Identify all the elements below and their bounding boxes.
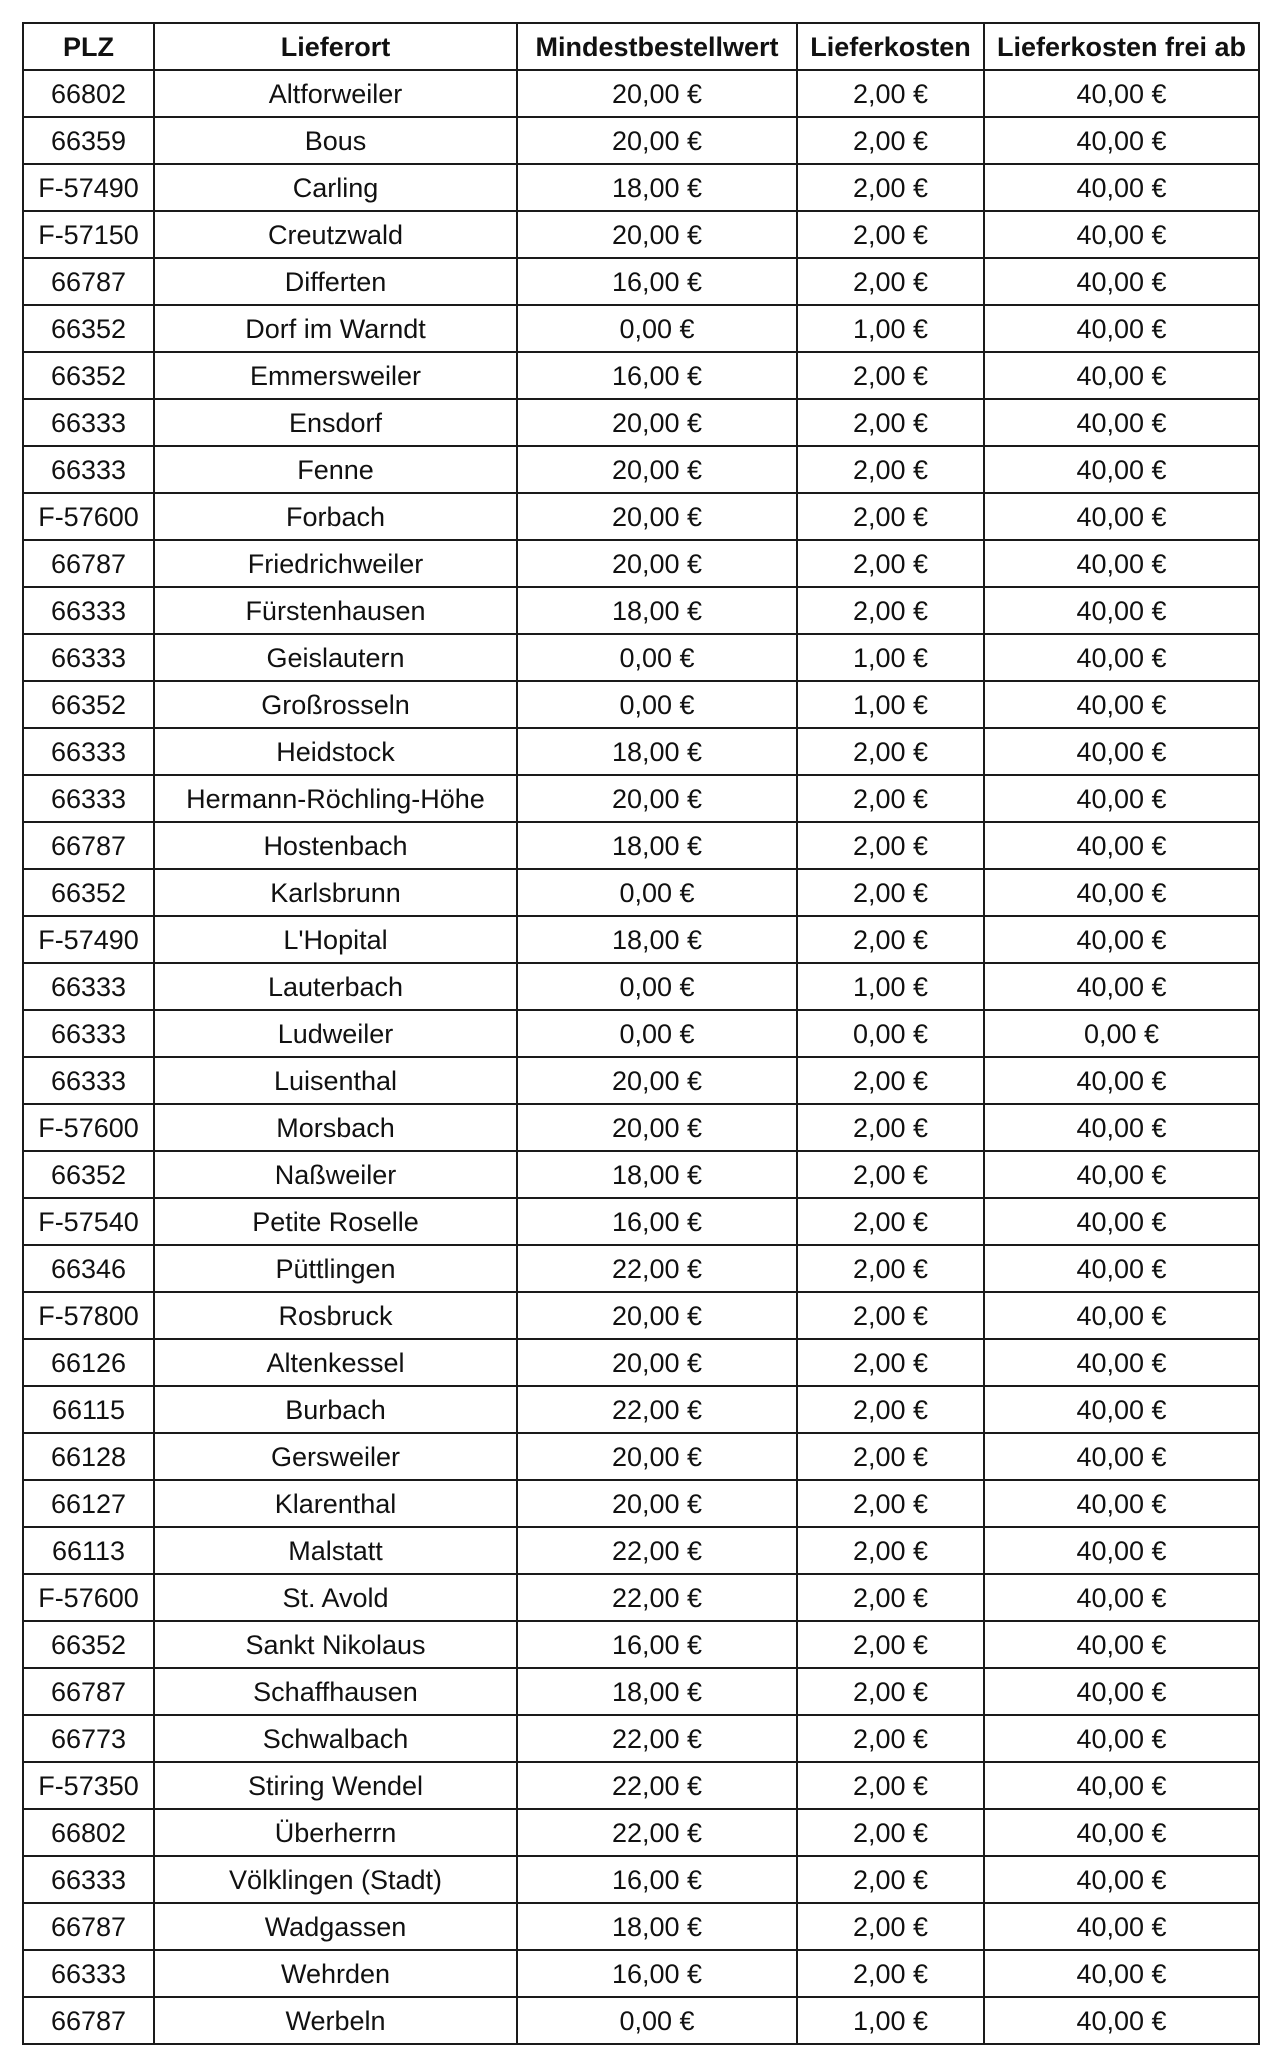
cell-lieferkosten-frei-ab: 40,00 €: [984, 681, 1259, 728]
table-row: [23, 1292, 1259, 1339]
table-row: [23, 587, 1259, 634]
cell-mindestbestellwert: 18,00 €: [517, 587, 797, 634]
cell-lieferort: Burbach: [154, 1386, 517, 1433]
cell-mindestbestellwert: 20,00 €: [517, 540, 797, 587]
cell-lieferort: Schwalbach: [154, 1715, 517, 1762]
cell-lieferort: Gersweiler: [154, 1433, 517, 1480]
cell-mindestbestellwert: 22,00 €: [517, 1809, 797, 1856]
cell-plz: 66787: [23, 1668, 154, 1715]
cell-lieferkosten-frei-ab: 0,00 €: [984, 1010, 1259, 1057]
cell-lieferkosten-frei-ab: 40,00 €: [984, 1762, 1259, 1809]
cell-plz: 66333: [23, 963, 154, 1010]
cell-mindestbestellwert: 20,00 €: [517, 211, 797, 258]
delivery-sheet: [22, 22, 1258, 2045]
cell-plz: 66333: [23, 728, 154, 775]
cell-lieferkosten: 2,00 €: [797, 211, 984, 258]
cell-lieferkosten-frei-ab: 40,00 €: [984, 70, 1259, 117]
table-row: [23, 1950, 1259, 1997]
cell-lieferkosten-frei-ab: 40,00 €: [984, 305, 1259, 352]
table-row: [23, 399, 1259, 446]
cell-plz: 66787: [23, 258, 154, 305]
cell-plz: F-57350: [23, 1762, 154, 1809]
cell-lieferort: Heidstock: [154, 728, 517, 775]
cell-plz: 66333: [23, 1057, 154, 1104]
cell-lieferkosten-frei-ab: 40,00 €: [984, 1480, 1259, 1527]
cell-mindestbestellwert: 0,00 €: [517, 681, 797, 728]
cell-lieferort: Fenne: [154, 446, 517, 493]
cell-lieferort: Fürstenhausen: [154, 587, 517, 634]
cell-lieferkosten-frei-ab: 40,00 €: [984, 728, 1259, 775]
table-row: [23, 352, 1259, 399]
column-header-lieferkosten-frei-ab: Lieferkosten frei ab: [984, 23, 1259, 70]
cell-mindestbestellwert: 20,00 €: [517, 493, 797, 540]
cell-mindestbestellwert: 20,00 €: [517, 1057, 797, 1104]
cell-lieferkosten: 2,00 €: [797, 446, 984, 493]
cell-lieferort: Altforweiler: [154, 70, 517, 117]
cell-plz: 66113: [23, 1527, 154, 1574]
cell-lieferkosten-frei-ab: 40,00 €: [984, 352, 1259, 399]
cell-lieferkosten-frei-ab: 40,00 €: [984, 1997, 1259, 2044]
cell-plz: 66787: [23, 1997, 154, 2044]
cell-plz: 66773: [23, 1715, 154, 1762]
table-row: [23, 1621, 1259, 1668]
cell-plz: 66333: [23, 399, 154, 446]
cell-mindestbestellwert: 16,00 €: [517, 352, 797, 399]
cell-plz: 66346: [23, 1245, 154, 1292]
cell-lieferkosten-frei-ab: 40,00 €: [984, 1527, 1259, 1574]
cell-lieferkosten: 2,00 €: [797, 869, 984, 916]
cell-lieferkosten-frei-ab: 40,00 €: [984, 1151, 1259, 1198]
cell-plz: F-57490: [23, 916, 154, 963]
cell-lieferort: St. Avold: [154, 1574, 517, 1621]
cell-lieferkosten-frei-ab: 40,00 €: [984, 1809, 1259, 1856]
cell-lieferkosten-frei-ab: 40,00 €: [984, 117, 1259, 164]
cell-lieferkosten: 2,00 €: [797, 916, 984, 963]
cell-lieferkosten: 1,00 €: [797, 963, 984, 1010]
cell-mindestbestellwert: 22,00 €: [517, 1574, 797, 1621]
table-row: [23, 1668, 1259, 1715]
cell-mindestbestellwert: 0,00 €: [517, 305, 797, 352]
cell-lieferort: Hermann-Röchling-Höhe: [154, 775, 517, 822]
cell-mindestbestellwert: 20,00 €: [517, 1104, 797, 1151]
table-row: [23, 1903, 1259, 1950]
cell-lieferkosten: 2,00 €: [797, 587, 984, 634]
cell-plz: 66352: [23, 1621, 154, 1668]
cell-lieferkosten-frei-ab: 40,00 €: [984, 1856, 1259, 1903]
cell-mindestbestellwert: 22,00 €: [517, 1762, 797, 1809]
cell-plz: F-57600: [23, 493, 154, 540]
cell-lieferkosten-frei-ab: 40,00 €: [984, 399, 1259, 446]
cell-lieferort: Püttlingen: [154, 1245, 517, 1292]
table-row: [23, 681, 1259, 728]
cell-mindestbestellwert: 16,00 €: [517, 1621, 797, 1668]
table-row: [23, 775, 1259, 822]
cell-mindestbestellwert: 20,00 €: [517, 446, 797, 493]
cell-lieferort: Forbach: [154, 493, 517, 540]
cell-lieferort: Dorf im Warndt: [154, 305, 517, 352]
cell-lieferkosten-frei-ab: 40,00 €: [984, 1386, 1259, 1433]
cell-lieferkosten: 2,00 €: [797, 1668, 984, 1715]
column-header-lieferkosten: Lieferkosten: [797, 23, 984, 70]
table-row: [23, 1762, 1259, 1809]
cell-mindestbestellwert: 20,00 €: [517, 1480, 797, 1527]
table-row: [23, 1715, 1259, 1762]
cell-lieferkosten: 2,00 €: [797, 540, 984, 587]
table-row: [23, 1198, 1259, 1245]
cell-lieferkosten: 2,00 €: [797, 1386, 984, 1433]
cell-plz: 66333: [23, 634, 154, 681]
table-row: [23, 1574, 1259, 1621]
cell-lieferkosten-frei-ab: 40,00 €: [984, 822, 1259, 869]
cell-lieferkosten: 2,00 €: [797, 728, 984, 775]
table-row: [23, 963, 1259, 1010]
cell-lieferkosten: 2,00 €: [797, 258, 984, 305]
delivery-table: [22, 22, 1260, 2045]
cell-lieferort: Bous: [154, 117, 517, 164]
cell-lieferkosten-frei-ab: 40,00 €: [984, 869, 1259, 916]
cell-lieferkosten-frei-ab: 40,00 €: [984, 1903, 1259, 1950]
cell-lieferkosten-frei-ab: 40,00 €: [984, 493, 1259, 540]
cell-lieferkosten: 1,00 €: [797, 1997, 984, 2044]
cell-lieferkosten-frei-ab: 40,00 €: [984, 540, 1259, 587]
cell-lieferkosten-frei-ab: 40,00 €: [984, 1198, 1259, 1245]
table-row: [23, 1151, 1259, 1198]
cell-lieferkosten: 2,00 €: [797, 1057, 984, 1104]
cell-mindestbestellwert: 16,00 €: [517, 1198, 797, 1245]
cell-lieferkosten: 2,00 €: [797, 399, 984, 446]
table-row: [23, 869, 1259, 916]
table-row: [23, 1010, 1259, 1057]
table-row: [23, 1527, 1259, 1574]
cell-lieferkosten-frei-ab: 40,00 €: [984, 775, 1259, 822]
table-row: [23, 70, 1259, 117]
cell-lieferort: Schaffhausen: [154, 1668, 517, 1715]
cell-mindestbestellwert: 18,00 €: [517, 164, 797, 211]
cell-lieferort: Lauterbach: [154, 963, 517, 1010]
cell-lieferkosten-frei-ab: 40,00 €: [984, 1950, 1259, 1997]
table-row: [23, 305, 1259, 352]
cell-lieferort: L'Hopital: [154, 916, 517, 963]
cell-plz: 66802: [23, 70, 154, 117]
table-row: [23, 117, 1259, 164]
cell-lieferort: Emmersweiler: [154, 352, 517, 399]
cell-lieferkosten: 0,00 €: [797, 1010, 984, 1057]
cell-plz: F-57540: [23, 1198, 154, 1245]
cell-lieferort: Wehrden: [154, 1950, 517, 1997]
cell-lieferort: Stiring Wendel: [154, 1762, 517, 1809]
cell-mindestbestellwert: 20,00 €: [517, 1339, 797, 1386]
cell-mindestbestellwert: 18,00 €: [517, 916, 797, 963]
cell-lieferort: Rosbruck: [154, 1292, 517, 1339]
cell-plz: 66352: [23, 305, 154, 352]
cell-lieferort: Creutzwald: [154, 211, 517, 258]
cell-lieferkosten-frei-ab: 40,00 €: [984, 1292, 1259, 1339]
cell-lieferkosten-frei-ab: 40,00 €: [984, 1245, 1259, 1292]
cell-lieferort: Friedrichweiler: [154, 540, 517, 587]
cell-mindestbestellwert: 20,00 €: [517, 117, 797, 164]
cell-lieferort: Hostenbach: [154, 822, 517, 869]
cell-mindestbestellwert: 20,00 €: [517, 775, 797, 822]
table-row: [23, 1104, 1259, 1151]
cell-lieferkosten-frei-ab: 40,00 €: [984, 1104, 1259, 1151]
cell-lieferkosten: 2,00 €: [797, 1527, 984, 1574]
cell-lieferkosten-frei-ab: 40,00 €: [984, 1339, 1259, 1386]
cell-lieferkosten: 2,00 €: [797, 775, 984, 822]
cell-plz: 66787: [23, 822, 154, 869]
table-header: [23, 23, 1259, 70]
cell-plz: 66333: [23, 1010, 154, 1057]
cell-plz: F-57600: [23, 1104, 154, 1151]
cell-lieferkosten: 2,00 €: [797, 1856, 984, 1903]
cell-lieferort: Carling: [154, 164, 517, 211]
cell-plz: 66352: [23, 1151, 154, 1198]
cell-mindestbestellwert: 18,00 €: [517, 822, 797, 869]
cell-lieferort: Werbeln: [154, 1997, 517, 2044]
table-row: [23, 822, 1259, 869]
cell-lieferkosten-frei-ab: 40,00 €: [984, 916, 1259, 963]
cell-lieferort: Geislautern: [154, 634, 517, 681]
cell-lieferort: Großrosseln: [154, 681, 517, 728]
cell-plz: 66352: [23, 352, 154, 399]
cell-mindestbestellwert: 16,00 €: [517, 1950, 797, 1997]
table-row: [23, 1245, 1259, 1292]
cell-mindestbestellwert: 18,00 €: [517, 1151, 797, 1198]
table-row: [23, 1809, 1259, 1856]
table-row: [23, 916, 1259, 963]
cell-lieferkosten-frei-ab: 40,00 €: [984, 164, 1259, 211]
cell-plz: 66127: [23, 1480, 154, 1527]
cell-mindestbestellwert: 22,00 €: [517, 1715, 797, 1762]
cell-lieferort: Morsbach: [154, 1104, 517, 1151]
cell-plz: 66333: [23, 775, 154, 822]
table-row: [23, 728, 1259, 775]
cell-mindestbestellwert: 20,00 €: [517, 70, 797, 117]
cell-mindestbestellwert: 0,00 €: [517, 634, 797, 681]
cell-lieferkosten: 2,00 €: [797, 1245, 984, 1292]
cell-lieferort: Differten: [154, 258, 517, 305]
table-row: [23, 211, 1259, 258]
cell-plz: 66128: [23, 1433, 154, 1480]
cell-lieferort: Völklingen (Stadt): [154, 1856, 517, 1903]
cell-lieferort: Ludweiler: [154, 1010, 517, 1057]
cell-plz: 66333: [23, 446, 154, 493]
cell-lieferkosten: 2,00 €: [797, 1621, 984, 1668]
cell-lieferkosten: 2,00 €: [797, 1480, 984, 1527]
cell-mindestbestellwert: 18,00 €: [517, 1668, 797, 1715]
cell-mindestbestellwert: 22,00 €: [517, 1245, 797, 1292]
cell-mindestbestellwert: 20,00 €: [517, 1292, 797, 1339]
cell-lieferkosten: 2,00 €: [797, 1198, 984, 1245]
cell-lieferkosten-frei-ab: 40,00 €: [984, 963, 1259, 1010]
cell-lieferkosten: 2,00 €: [797, 1950, 984, 1997]
cell-lieferort: Luisenthal: [154, 1057, 517, 1104]
cell-lieferort: Ensdorf: [154, 399, 517, 446]
cell-plz: 66333: [23, 1950, 154, 1997]
table-row: [23, 540, 1259, 587]
cell-lieferkosten: 2,00 €: [797, 1292, 984, 1339]
cell-lieferort: Altenkessel: [154, 1339, 517, 1386]
cell-lieferkosten-frei-ab: 40,00 €: [984, 1621, 1259, 1668]
cell-lieferkosten: 2,00 €: [797, 1809, 984, 1856]
cell-lieferkosten-frei-ab: 40,00 €: [984, 634, 1259, 681]
cell-lieferkosten-frei-ab: 40,00 €: [984, 587, 1259, 634]
cell-plz: 66352: [23, 681, 154, 728]
cell-lieferkosten: 2,00 €: [797, 164, 984, 211]
table-row: [23, 446, 1259, 493]
cell-lieferkosten-frei-ab: 40,00 €: [984, 1715, 1259, 1762]
table-row: [23, 258, 1259, 305]
cell-lieferort: Wadgassen: [154, 1903, 517, 1950]
cell-lieferkosten-frei-ab: 40,00 €: [984, 1668, 1259, 1715]
cell-lieferkosten: 2,00 €: [797, 117, 984, 164]
cell-lieferkosten-frei-ab: 40,00 €: [984, 446, 1259, 493]
cell-lieferkosten-frei-ab: 40,00 €: [984, 258, 1259, 305]
cell-lieferort: Karlsbrunn: [154, 869, 517, 916]
table-row: [23, 634, 1259, 681]
cell-mindestbestellwert: 0,00 €: [517, 1010, 797, 1057]
cell-lieferort: Naßweiler: [154, 1151, 517, 1198]
column-header-plz: PLZ: [23, 23, 154, 70]
cell-plz: F-57490: [23, 164, 154, 211]
cell-lieferkosten: 2,00 €: [797, 1339, 984, 1386]
cell-mindestbestellwert: 16,00 €: [517, 258, 797, 305]
cell-plz: F-57150: [23, 211, 154, 258]
cell-mindestbestellwert: 22,00 €: [517, 1386, 797, 1433]
cell-plz: 66333: [23, 1856, 154, 1903]
cell-lieferkosten: 2,00 €: [797, 1104, 984, 1151]
table-row: [23, 164, 1259, 211]
cell-lieferkosten: 2,00 €: [797, 822, 984, 869]
cell-mindestbestellwert: 20,00 €: [517, 1433, 797, 1480]
cell-mindestbestellwert: 0,00 €: [517, 1997, 797, 2044]
cell-lieferkosten-frei-ab: 40,00 €: [984, 1057, 1259, 1104]
cell-lieferort: Petite Roselle: [154, 1198, 517, 1245]
table-row: [23, 1997, 1259, 2044]
table-row: [23, 1480, 1259, 1527]
cell-lieferkosten: 1,00 €: [797, 681, 984, 728]
cell-lieferkosten: 1,00 €: [797, 305, 984, 352]
column-header-lieferort: Lieferort: [154, 23, 517, 70]
cell-lieferkosten: 2,00 €: [797, 1574, 984, 1621]
column-header-mindestbestellwert: Mindestbestellwert: [517, 23, 797, 70]
cell-plz: 66787: [23, 1903, 154, 1950]
cell-mindestbestellwert: 16,00 €: [517, 1856, 797, 1903]
cell-plz: 66359: [23, 117, 154, 164]
cell-mindestbestellwert: 18,00 €: [517, 1903, 797, 1950]
table-row: [23, 493, 1259, 540]
table-row: [23, 1386, 1259, 1433]
cell-lieferkosten: 2,00 €: [797, 1433, 984, 1480]
cell-lieferkosten: 2,00 €: [797, 1762, 984, 1809]
cell-plz: 66333: [23, 587, 154, 634]
cell-mindestbestellwert: 18,00 €: [517, 728, 797, 775]
table-body: [23, 70, 1259, 2044]
cell-lieferort: Sankt Nikolaus: [154, 1621, 517, 1668]
cell-plz: 66352: [23, 869, 154, 916]
cell-plz: 66787: [23, 540, 154, 587]
table-row: [23, 1856, 1259, 1903]
table-row: [23, 1433, 1259, 1480]
header-row: [23, 23, 1259, 70]
cell-lieferort: Klarenthal: [154, 1480, 517, 1527]
table-row: [23, 1339, 1259, 1386]
cell-lieferkosten: 2,00 €: [797, 1903, 984, 1950]
cell-lieferkosten: 2,00 €: [797, 493, 984, 540]
table-row: [23, 1057, 1259, 1104]
cell-lieferkosten: 2,00 €: [797, 70, 984, 117]
cell-mindestbestellwert: 22,00 €: [517, 1527, 797, 1574]
cell-mindestbestellwert: 0,00 €: [517, 963, 797, 1010]
cell-plz: 66115: [23, 1386, 154, 1433]
cell-mindestbestellwert: 0,00 €: [517, 869, 797, 916]
cell-plz: F-57600: [23, 1574, 154, 1621]
cell-plz: 66802: [23, 1809, 154, 1856]
cell-lieferkosten-frei-ab: 40,00 €: [984, 1574, 1259, 1621]
cell-lieferkosten-frei-ab: 40,00 €: [984, 211, 1259, 258]
cell-lieferort: Überherrn: [154, 1809, 517, 1856]
cell-lieferkosten: 2,00 €: [797, 1715, 984, 1762]
cell-plz: F-57800: [23, 1292, 154, 1339]
cell-mindestbestellwert: 20,00 €: [517, 399, 797, 446]
cell-lieferort: Malstatt: [154, 1527, 517, 1574]
cell-lieferkosten: 2,00 €: [797, 352, 984, 399]
cell-lieferkosten: 1,00 €: [797, 634, 984, 681]
cell-plz: 66126: [23, 1339, 154, 1386]
cell-lieferkosten: 2,00 €: [797, 1151, 984, 1198]
cell-lieferkosten-frei-ab: 40,00 €: [984, 1433, 1259, 1480]
